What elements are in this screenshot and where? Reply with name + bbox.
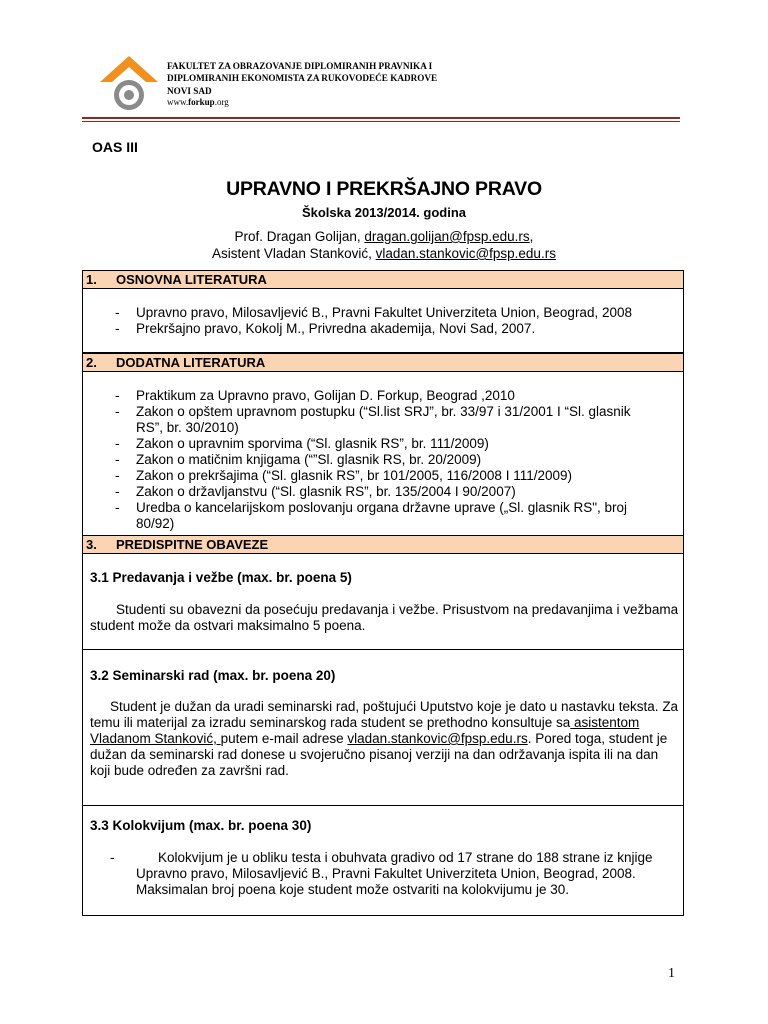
section-1-content xyxy=(82,288,684,353)
list-item: - Prekršajno pravo, Kokolj M., Privredna akademija, Novi Sad, 2007. xyxy=(115,321,536,336)
header-rule xyxy=(82,117,680,119)
header-rule-thin xyxy=(82,121,680,122)
institution-line-2: DIPLOMIRANIH EKONOMISTA ZA RUKOVODEĆE KADROVE xyxy=(167,73,438,84)
list-item: - Upravno pravo, Milosavljević B., Pravni Fakultet Univerziteta Union, Beograd, 2008 xyxy=(115,305,632,320)
subsection-3-2-text: Student je dužan da uradi seminarski rad, poštujući Uputstvo koje je dato u nastavku teksta. Za temu ili materijal za izradu seminarskog rada student se prethodno konsultuje sa asistentom Vladanom Stanković, putem e-mail adrese vladan.stankovic@fpsp.edu.rs. Pored toga, student je dužan da seminarski rad donese u svojeručno pisanoj verziji na dan održavanja ispita ili na dan koji bude određen za završni rad. xyxy=(90,699,679,778)
subsection-3-1 xyxy=(82,553,684,650)
section-2-content xyxy=(82,371,684,536)
list-item: - Zakon o državljanstvu (“Sl. glasnik RS”, br. 135/2004 I 90/2007) xyxy=(115,484,516,499)
dash-marker: - xyxy=(110,850,115,865)
subsection-3-1-title: 3.1 Predavanja i vežbe (max. br. poena 5) xyxy=(90,570,352,585)
subsection-3-3-text: Kolokvijum je u obliku testa i obuhvata gradivo od 17 strane do 188 strane iz knjige Upravno pravo, Milosavljević B., Pravni Fakultet Univerziteta Union, Beograd, 2008. Maksimalan broj poena koje student može ostvariti na kolokvijumu je 30. xyxy=(136,850,653,897)
faculty-logo xyxy=(98,52,160,114)
section-3-header: 3. PREDISPITNE OBAVEZE xyxy=(82,535,684,554)
course-code: OAS III xyxy=(92,139,138,155)
instructors xyxy=(0,228,768,262)
assistant-link[interactable]: asistentom Vladanom Stanković, xyxy=(90,715,640,746)
website-link[interactable]: www.forkup.org xyxy=(167,97,229,108)
academic-year: Školska 2013/2014. godina xyxy=(301,205,467,220)
subsection-3-2-title: 3.2 Seminarski rad (max. br. poena 20) xyxy=(90,668,336,683)
list-item: - Praktikum za Upravno pravo, Golijan D. Forkup, Beograd ,2010 xyxy=(115,388,515,403)
institution-line-1: FAKULTET ZA OBRAZOVANJE DIPLOMIRANIH PRAVNIKA I xyxy=(167,61,433,71)
subsection-3-3 xyxy=(82,805,684,916)
professor-line: Prof. Dragan Golijan, dragan.golijan@fpsp.edu.rs, xyxy=(234,229,534,244)
assistant-line: Asistent Vladan Stanković, vladan.stankovic@fpsp.edu.rs xyxy=(212,246,556,261)
assistant-email-link[interactable]: vladan.stankovic@fpsp.edu.rs xyxy=(375,246,556,261)
section-1-header: 1. OSNOVNA LITERATURA xyxy=(82,270,684,289)
course-title: UPRAVNO I PREKRŠAJNO PRAVO xyxy=(226,178,542,200)
subsection-3-2 xyxy=(82,649,684,806)
list-item: - Zakon o opštem upravnom postupku (“Sl.list SRJ”, br. 33/97 i 31/2001 I “Sl. glasnik RS”, br. 30/2010) xyxy=(115,404,631,435)
subsection-3-3-title: 3.3 Kolokvijum (max. br. poena 30) xyxy=(90,818,312,833)
institution-line-3: NOVI SAD xyxy=(167,85,212,96)
list-item: - Zakon o upravnim sporvima (“Sl. glasnik RS”, br. 111/2009) xyxy=(115,436,489,451)
page-number: 1 xyxy=(668,966,675,981)
document-header xyxy=(0,0,768,125)
professor-email-link[interactable]: dragan.golijan@fpsp.edu.rs xyxy=(364,229,530,244)
assistant-email-link-inline[interactable]: vladan.stankovic@fpsp.edu.rs xyxy=(347,731,528,746)
section-2-header: 2. DODATNA LITERATURA xyxy=(82,353,684,372)
institution-name xyxy=(167,60,437,109)
section-1-list xyxy=(83,305,646,337)
list-item: - Uredba o kancelarijskom poslovanju organa državne uprave („Sl. glasnik RS", broj 80/92) xyxy=(115,500,628,531)
list-item: - Zakon o prekršajima (“Sl. glasnik RS”, br 101/2005, 116/2008 I 111/2009) xyxy=(115,468,572,483)
subsection-3-1-text: Studenti su obavezni da posećuju predavanja i vežbe. Prisustvom na predavanjima i vežbama student može da ostvari maksimalno 5 poena. xyxy=(90,602,679,633)
section-2-list xyxy=(83,388,646,532)
list-item: - Zakon o matičnim knjigama (“”Sl. glasnik RS, br. 20/2009) xyxy=(115,452,482,467)
